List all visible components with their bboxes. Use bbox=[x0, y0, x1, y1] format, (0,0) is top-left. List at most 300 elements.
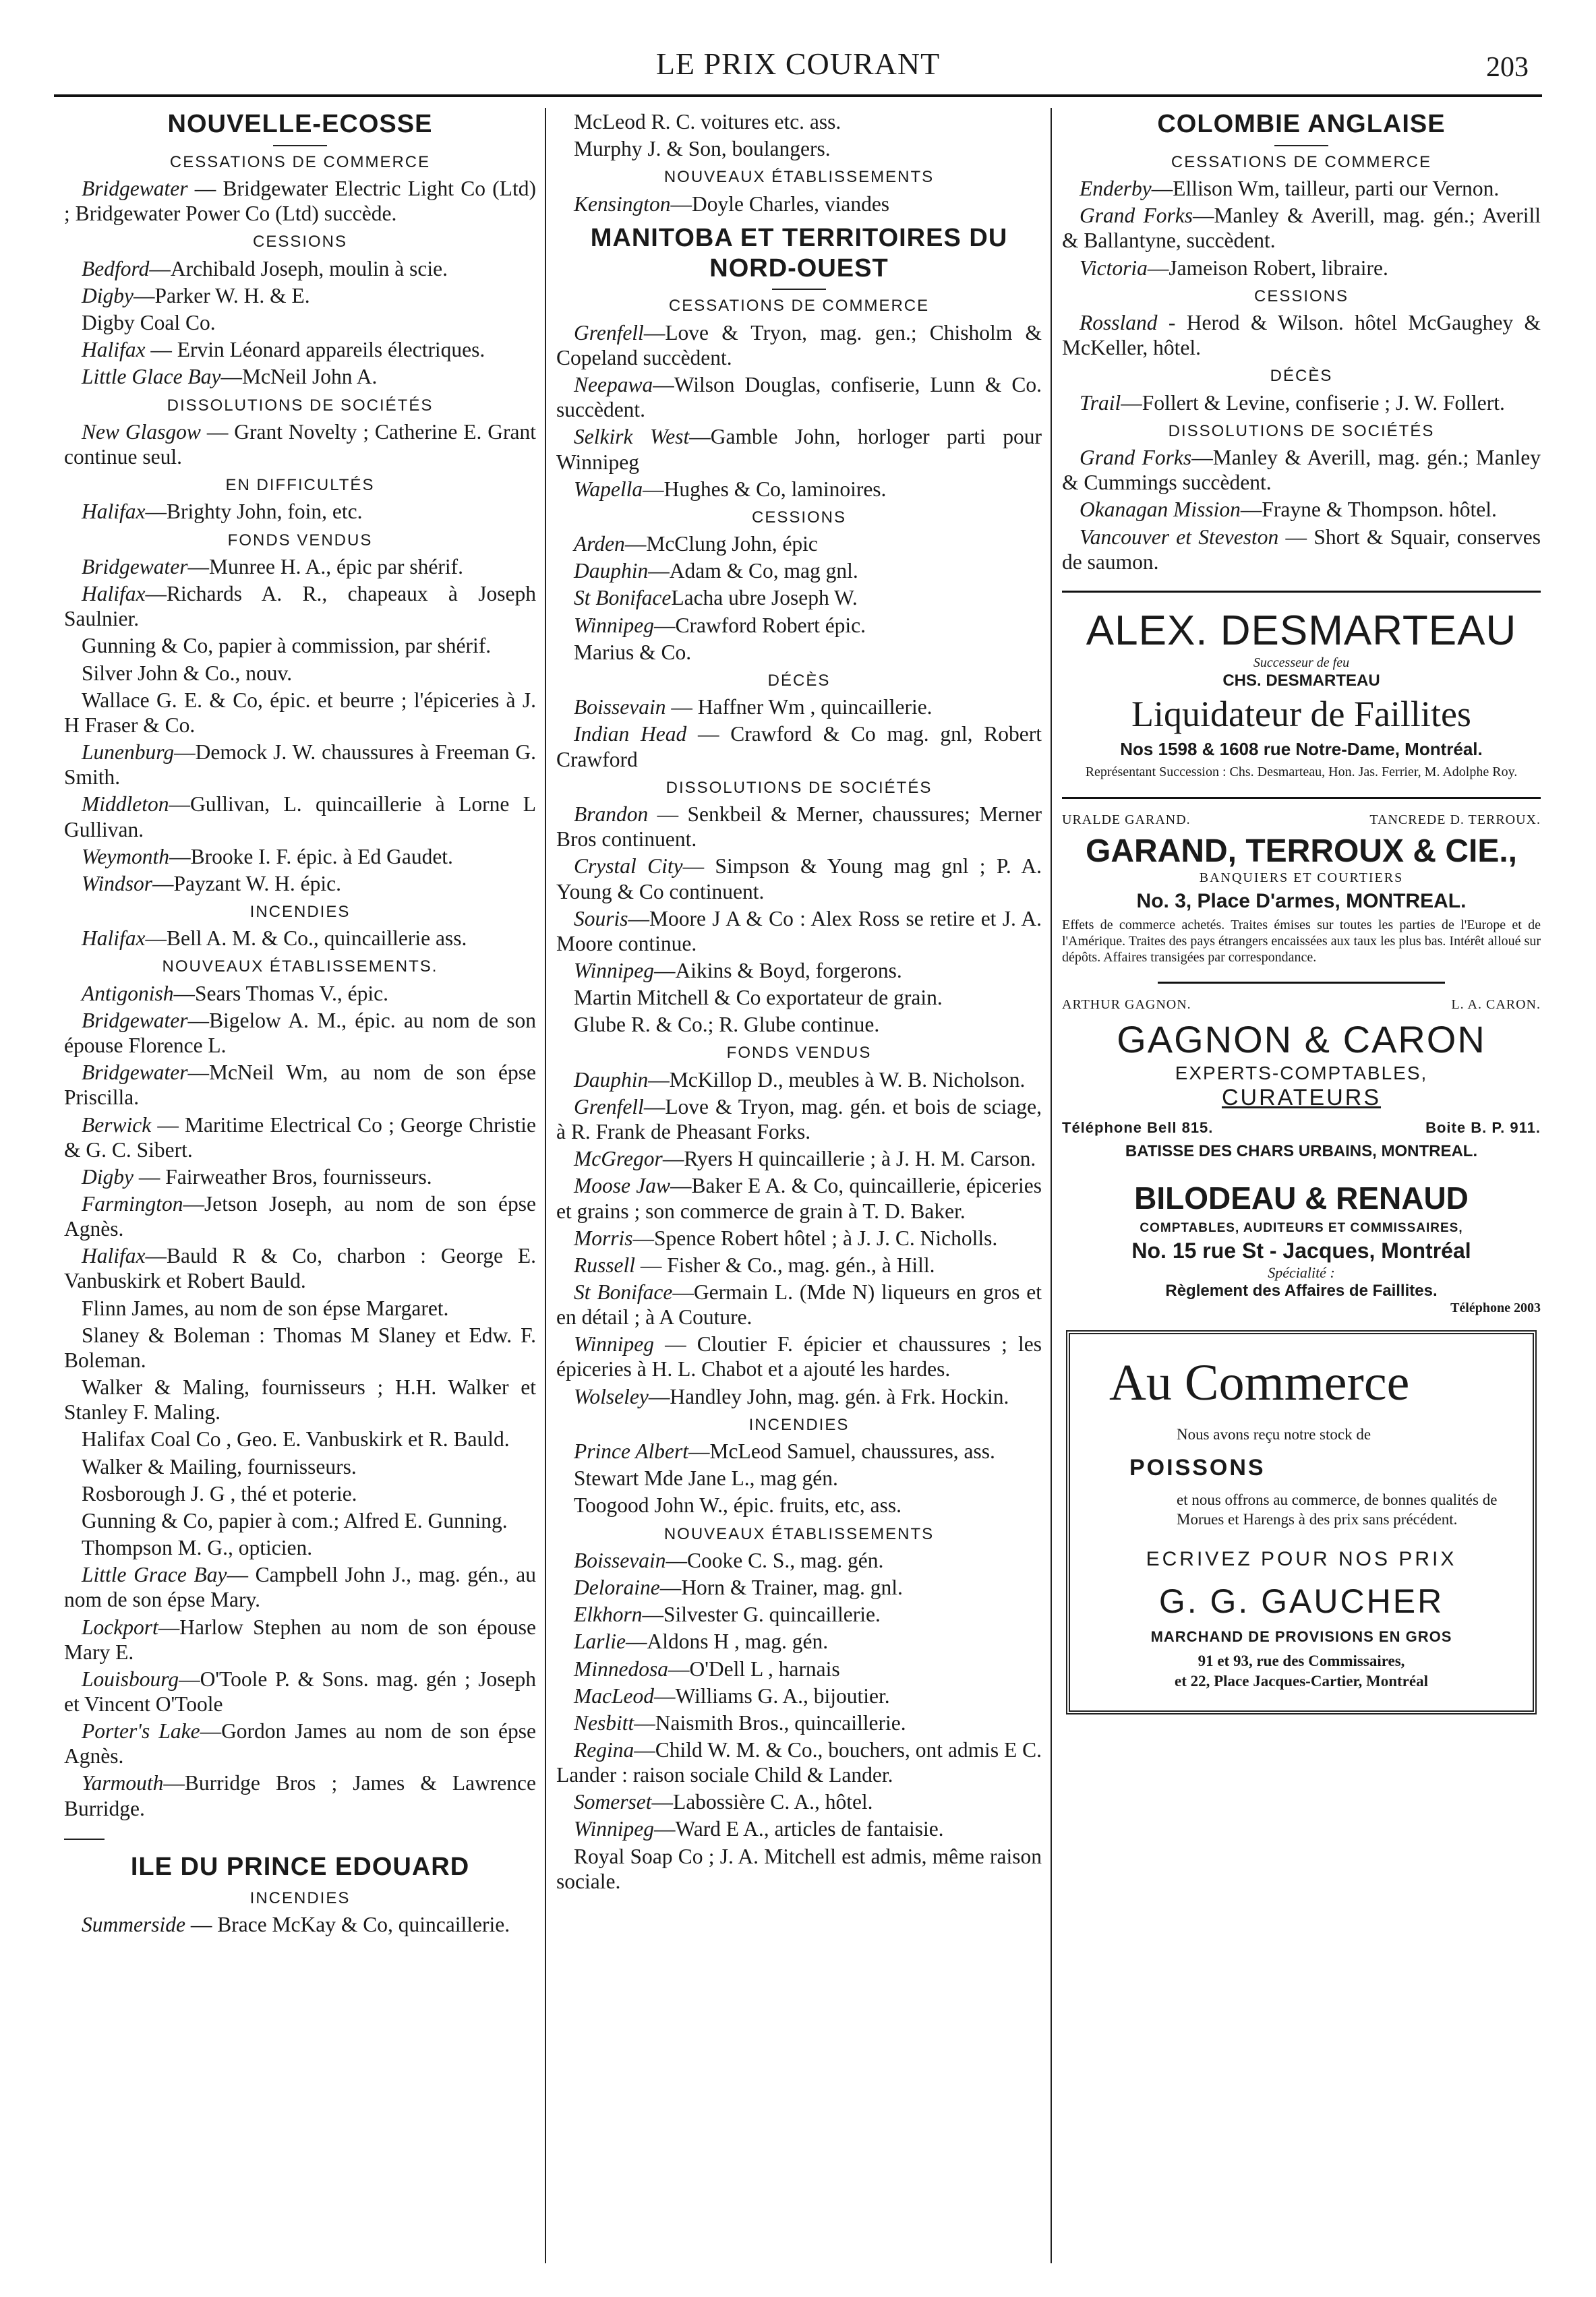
ad-line: CHS. DESMARTEAU bbox=[1222, 671, 1380, 690]
entry-place: Enderby bbox=[1080, 177, 1152, 201]
entry-place: Bedford bbox=[82, 256, 150, 280]
section-heading: CESSIONS bbox=[751, 508, 847, 527]
entry-text: —Richards A. R., chapeaux à Joseph Saulnier. bbox=[64, 582, 536, 631]
listing-entry bbox=[64, 364, 536, 389]
entry-place: MacLeod bbox=[574, 1683, 654, 1708]
entry-text: McLeod R. C. voitures etc. ass. bbox=[574, 110, 841, 133]
listing-entry bbox=[556, 906, 1042, 956]
entry-text: Walker & Mailing, fournisseurs. bbox=[82, 1454, 357, 1479]
ad-name: BILODEAU & RENAUD bbox=[1134, 1181, 1469, 1216]
ad-divider bbox=[1062, 591, 1541, 593]
entry-text: —Bell A. M. & Co., quincaillerie ass. bbox=[145, 926, 467, 951]
listing-entry bbox=[556, 1094, 1042, 1144]
entry-place: Halifax bbox=[82, 1244, 146, 1268]
entry-place: Wapella bbox=[574, 477, 643, 501]
listing-entry bbox=[1062, 525, 1541, 574]
listing-entry bbox=[64, 419, 536, 469]
entry-place: Winnipeg bbox=[574, 1332, 654, 1356]
ad-partner: TANCREDE D. TERROUX. bbox=[1369, 812, 1541, 827]
entry-text: —Follert & Levine, confiserie ; J. W. Follert. bbox=[1121, 390, 1505, 415]
entry-text: Murphy J. & Son, boulangers. bbox=[574, 137, 831, 161]
entry-text: —Williams G. A., bijoutier. bbox=[653, 1683, 890, 1708]
page-number: 203 bbox=[1486, 52, 1529, 83]
entry-place: Prince Albert bbox=[574, 1439, 689, 1464]
entry-text: —Love & Tryon, mag. gen.; Chisholm & Copeland succèdent. bbox=[556, 320, 1042, 369]
ad-text: Effets de commerce achetés. Traites émises sur toutes les parties de l'Europe et de l'Amérique. Traites des pays étrangers encaissées aux taux les plus bas. Intérêt alloué sur dépôts. Affaires transigées par correspondance. bbox=[1062, 918, 1541, 965]
entry-text: — Bridgewater Electric Light Co (Ltd) ; Bridgewater Power Co (Ltd) succède. bbox=[64, 177, 536, 226]
entry-text: — Fisher & Co., mag. gén., à Hill. bbox=[635, 1253, 935, 1277]
entry-place: Grenfell bbox=[574, 320, 644, 345]
ad-name: GAGNON & CARON bbox=[1117, 1017, 1486, 1061]
listing-entry bbox=[64, 981, 536, 1006]
listing-entry bbox=[64, 688, 536, 738]
entry-place: Brandon bbox=[574, 802, 649, 827]
entry-text: —Hughes & Co, laminoires. bbox=[643, 477, 887, 501]
entry-place: Porter's Lake bbox=[82, 1719, 200, 1743]
entry-text: Royal Soap Co ; J. A. Mitchell est admis, même raison sociale. bbox=[556, 1844, 1042, 1893]
ad-line: Successeur de feu bbox=[1253, 655, 1350, 671]
entry-place: Morris bbox=[574, 1226, 633, 1250]
entry-text: — Cloutier F. épicier et chaussures ; les épiceries à H. L. Chabot et a ajouté les hardes. bbox=[556, 1332, 1042, 1381]
entry-text: Digby Coal Co. bbox=[82, 311, 216, 335]
entry-text: —Germain L. (Mde N) liqueurs en gros et en détail ; à A Couture. bbox=[556, 1280, 1042, 1330]
section-heading: EN DIFFICULTÉS bbox=[225, 476, 375, 495]
entry-text: Thompson M. G., opticien. bbox=[82, 1536, 313, 1560]
entry-place: Deloraine bbox=[574, 1576, 660, 1600]
entry-place: Crystal City bbox=[574, 854, 683, 878]
entry-text: —Harlow Stephen au nom de son épouse Mary E. bbox=[64, 1615, 536, 1664]
entry-place: Halifax bbox=[82, 582, 146, 606]
listing-entry bbox=[1062, 445, 1541, 495]
entry-place: Nesbitt bbox=[574, 1710, 634, 1735]
listing-entry bbox=[556, 320, 1042, 370]
entry-place: Little Glace Bay bbox=[82, 365, 221, 389]
entry-place: Vancouver et Steveston bbox=[1080, 525, 1279, 549]
entry-place: Elkhorn bbox=[574, 1603, 643, 1627]
page-header bbox=[54, 34, 1542, 81]
entry-text: —Gordon James au nom de son épse Agnès. bbox=[64, 1719, 536, 1768]
listing-entry bbox=[64, 633, 536, 658]
listing-entry bbox=[64, 1323, 536, 1373]
entry-text: —Munree H. A., épic par shérif. bbox=[187, 554, 464, 578]
listing-entry bbox=[556, 1657, 1042, 1681]
entry-place: Winnipeg bbox=[574, 958, 654, 982]
column-divider bbox=[1051, 108, 1052, 2263]
listing-entry bbox=[556, 1548, 1042, 1573]
listing-entry bbox=[64, 871, 536, 896]
listing-entry bbox=[1062, 176, 1541, 201]
listing-entry bbox=[64, 1060, 536, 1110]
section-heading: FONDS VENDUS bbox=[227, 531, 373, 549]
entry-place: Okanagan Mission bbox=[1080, 498, 1241, 522]
section-heading: DÉCÈS bbox=[1270, 367, 1333, 386]
listing-entry bbox=[64, 1454, 536, 1479]
entry-text: — Campbell John J., mag. gén., au nom de son épse Mary. bbox=[64, 1563, 536, 1612]
ad-partners bbox=[1062, 997, 1541, 1013]
region-heading: NOUVELLE-ECOSSE bbox=[167, 110, 433, 138]
entry-place: St Boniface bbox=[574, 1280, 673, 1304]
ad-line: COMPTABLES, AUDITEURS ET COMMISSAIRES, bbox=[1140, 1220, 1463, 1235]
entry-text: Gunning & Co, papier à commission, par shérif. bbox=[82, 634, 492, 658]
ad-telephone: Téléphone 2003 bbox=[1450, 1300, 1541, 1315]
entry-text: — Brace McKay & Co, quincaillerie. bbox=[185, 1912, 510, 1936]
entry-place: Bridgewater bbox=[82, 177, 188, 201]
entry-text: —Ward E A., articles de fantaisie. bbox=[654, 1817, 944, 1841]
entry-place: Dauphin bbox=[574, 559, 649, 583]
entry-text: Walker & Maling, fournisseurs ; H.H. Walker et Stanley F. Maling. bbox=[64, 1375, 536, 1425]
listing-entry bbox=[64, 1008, 536, 1058]
entry-text: Flinn James, au nom de son épse Margaret. bbox=[82, 1296, 449, 1320]
listing-entry bbox=[556, 1493, 1042, 1518]
listing-entry bbox=[64, 1375, 536, 1425]
section-heading: DISSOLUTIONS DE SOCIÉTÉS bbox=[666, 778, 933, 797]
entry-text: —Ellison Wm, tailleur, parti our Vernon. bbox=[1151, 177, 1500, 201]
entry-place: Somerset bbox=[574, 1790, 652, 1814]
listing-entry bbox=[556, 1012, 1042, 1037]
listing-entry bbox=[556, 721, 1042, 771]
entry-text: — Crawford & Co mag. gnl, Robert Crawford bbox=[556, 722, 1042, 771]
entry-place: Kensington bbox=[574, 191, 671, 216]
entry-place: Digby bbox=[82, 1164, 134, 1189]
listing-entry bbox=[556, 191, 1042, 216]
entry-place: Lockport bbox=[82, 1615, 158, 1639]
entry-text: —Payzant W. H. épic. bbox=[152, 871, 341, 895]
entry-place: Moose Jaw bbox=[574, 1174, 671, 1198]
header-rule bbox=[54, 94, 1542, 97]
entry-place: Victoria bbox=[1080, 256, 1148, 280]
entry-text: —O'Toole P. & Sons. mag. gén ; Joseph et Vincent O'Toole bbox=[64, 1667, 536, 1716]
listing-entry bbox=[64, 1535, 536, 1560]
listing-entry bbox=[64, 256, 536, 281]
entry-text: Rosborough J. G , thé et poterie. bbox=[82, 1481, 357, 1505]
entry-text: —Archibald Joseph, moulin à scie. bbox=[149, 256, 448, 280]
short-rule bbox=[1274, 145, 1328, 146]
entry-text: —Sears Thomas V., épic. bbox=[173, 981, 388, 1005]
entry-text: - Herod & Wilson. hôtel McGaughey & McKeller, hôtel. bbox=[1062, 311, 1541, 360]
listing-entry bbox=[1062, 203, 1541, 253]
entry-text: — Senkbeil & Merner, chaussures; Merner Bros continuent. bbox=[556, 802, 1042, 852]
entry-place: Regina bbox=[574, 1737, 634, 1762]
listing-entry bbox=[64, 792, 536, 841]
entry-place: Rossland bbox=[1080, 311, 1158, 335]
listing-entry bbox=[1062, 390, 1541, 415]
entry-text: — Fairweather Bros, fournisseurs. bbox=[133, 1164, 432, 1189]
region-heading: MANITOBA ET TERRITOIRES DU NORD-OUEST bbox=[590, 223, 1008, 282]
ad-contacts bbox=[1062, 1119, 1541, 1137]
entry-place: Windsor bbox=[82, 871, 153, 895]
ad-desmarteau bbox=[1062, 606, 1541, 781]
entry-text: Slaney & Boleman : Thomas M Slaney et Edw. F. Boleman. bbox=[64, 1323, 536, 1372]
listing-entry bbox=[556, 1816, 1042, 1841]
ad-garand bbox=[1062, 812, 1541, 965]
spacer bbox=[1062, 1161, 1541, 1180]
ad-line: Règlement des Affaires de Faillites. bbox=[1165, 1281, 1438, 1300]
listing-entry bbox=[64, 283, 536, 308]
ad-gagnon bbox=[1062, 997, 1541, 1161]
ad-partner: URALDE GARAND. bbox=[1062, 812, 1191, 827]
entry-text: —Spence Robert hôtel ; à J. J. C. Nicholls. bbox=[632, 1226, 998, 1250]
short-rule bbox=[772, 289, 826, 290]
listing-entry bbox=[556, 1439, 1042, 1464]
entry-place: Arden bbox=[574, 532, 625, 556]
entry-place: Neepawa bbox=[574, 373, 653, 397]
listing-entry bbox=[64, 176, 536, 226]
entry-place: Farmington bbox=[82, 1192, 183, 1216]
entry-text: —Horn & Trainer, mag. gnl. bbox=[659, 1576, 903, 1600]
ad-partner: L. A. CARON. bbox=[1451, 997, 1541, 1013]
entry-text: —Silvester G. quincaillerie. bbox=[642, 1603, 881, 1627]
listing-entry bbox=[556, 802, 1042, 852]
entry-place: Souris bbox=[574, 906, 628, 930]
listing-entry bbox=[556, 694, 1042, 719]
listing-entry bbox=[556, 1173, 1042, 1223]
listing-entry bbox=[64, 581, 536, 631]
section-group bbox=[64, 153, 536, 1821]
entry-text: Lacha ubre Joseph W. bbox=[671, 586, 858, 610]
entry-text: —O'Dell L , harnais bbox=[668, 1657, 840, 1681]
listing-entry bbox=[64, 1562, 536, 1612]
entry-place: Summerside bbox=[82, 1912, 185, 1936]
entry-text: Wallace G. E. & Co, épic. et beurre ; l'épiceries à J. H Fraser & Co. bbox=[64, 688, 536, 737]
ad-partner: ARTHUR GAGNON. bbox=[1062, 997, 1191, 1013]
listing-entry bbox=[556, 1146, 1042, 1171]
entry-place: Minnedosa bbox=[574, 1657, 668, 1681]
entry-text: Toogood John W., épic. fruits, etc, ass. bbox=[574, 1493, 902, 1518]
listing-entry bbox=[556, 1575, 1042, 1600]
entry-place: Trail bbox=[1080, 390, 1121, 415]
entry-text: Gunning & Co, papier à com.; Alfred E. Gunning. bbox=[82, 1508, 508, 1532]
listing-entry bbox=[556, 372, 1042, 422]
entry-place: Yarmouth bbox=[82, 1771, 164, 1795]
ad-address: et 22, Place Jacques-Cartier, Montréal bbox=[1175, 1672, 1428, 1690]
ad-highlight: POISSONS bbox=[1129, 1454, 1266, 1481]
entry-text: —McClung John, épic bbox=[624, 532, 818, 556]
ad-name: GARAND, TERROUX & CIE., bbox=[1085, 833, 1518, 869]
listing-entry bbox=[64, 844, 536, 869]
entry-place: Little Grace Bay bbox=[82, 1563, 227, 1587]
listing-entry bbox=[556, 1067, 1042, 1092]
entry-text: —Ryers H quincaillerie ; à J. H. M. Carson. bbox=[662, 1147, 1036, 1171]
ad-name: G. G. GAUCHER bbox=[1158, 1582, 1444, 1620]
ad-line: EXPERTS-COMPTABLES, bbox=[1175, 1062, 1428, 1083]
ad-note: Représentant Succession : Chs. Desmarteau, Hon. Jas. Ferrier, M. Adolphe Roy. bbox=[1085, 765, 1518, 780]
entry-text: —Manley & Averill, mag. gén.; Manley & Cummings succèdent. bbox=[1062, 446, 1541, 495]
listing-entry bbox=[556, 1384, 1042, 1409]
section-divider bbox=[64, 1839, 105, 1840]
listing-entry bbox=[556, 585, 1042, 610]
listing-entry bbox=[64, 1719, 536, 1768]
entry-text: —McNeil Wm, au nom de son épse Priscilla. bbox=[64, 1061, 536, 1110]
entry-text: —Gullivan, L. quincaillerie à Lorne L Gullivan. bbox=[64, 792, 536, 841]
page-title: LE PRIX COURANT bbox=[655, 47, 941, 81]
entry-place: Boissevain bbox=[574, 1548, 666, 1572]
listing-entry bbox=[64, 740, 536, 789]
listing-entry bbox=[64, 1770, 536, 1820]
listing-entry bbox=[556, 136, 1042, 161]
entry-text: —Jameison Robert, libraire. bbox=[1147, 256, 1388, 280]
entry-place: Antigonish bbox=[82, 981, 174, 1005]
entry-text: — Ervin Léonard appareils électriques. bbox=[145, 338, 485, 362]
entry-text: —McNeil John A. bbox=[220, 365, 378, 389]
listing-entry bbox=[556, 1844, 1042, 1894]
section-group bbox=[556, 168, 1042, 216]
listing-entry bbox=[556, 477, 1042, 502]
entry-text: —Brooke I. F. épic. à Ed Gaudet. bbox=[169, 844, 453, 868]
entry-text: —Aldons H , mag. gén. bbox=[626, 1630, 829, 1654]
ad-call-to-action: ECRIVEZ POUR NOS PRIX bbox=[1146, 1547, 1457, 1570]
entry-text: Martin Mitchell & Co exportateur de grain. bbox=[574, 986, 943, 1010]
ad-telephone: Téléphone Bell 815. bbox=[1062, 1119, 1214, 1137]
section-heading: NOUVEAUX ÉTABLISSEMENTS bbox=[663, 1524, 935, 1543]
listing-entry bbox=[556, 1737, 1042, 1787]
ad-partners bbox=[1062, 812, 1541, 829]
listing-entry bbox=[64, 1481, 536, 1506]
entry-text: —Moore J A & Co : Alex Ross se retire et J. A. Moore continue. bbox=[556, 906, 1042, 955]
section-heading: NOUVEAUX ÉTABLISSEMENTS. bbox=[162, 957, 438, 976]
entry-text: —Baker E A. & Co, quincaillerie, épiceries et grains ; son commerce de grain à T. D. Baker. bbox=[556, 1174, 1042, 1223]
listing-entry bbox=[556, 1789, 1042, 1814]
listing-entry bbox=[64, 554, 536, 579]
entry-text: Marius & Co. bbox=[574, 640, 692, 664]
listing-entry bbox=[64, 310, 536, 335]
listing-entry bbox=[64, 1912, 536, 1937]
entry-place: Grenfell bbox=[574, 1094, 644, 1118]
entry-place: Grand Forks bbox=[1080, 446, 1192, 470]
entry-place: St Boniface bbox=[574, 586, 672, 610]
listing-entry bbox=[556, 1629, 1042, 1654]
ad-title: Au Commerce bbox=[1109, 1354, 1410, 1411]
entry-text: —Crawford Robert épic. bbox=[654, 613, 866, 637]
ad-line: BANQUIERS ET COURTIERS bbox=[1199, 870, 1404, 886]
listing-entry bbox=[64, 926, 536, 951]
region-heading: ILE DU PRINCE EDOUARD bbox=[130, 1852, 470, 1881]
entry-place: Bridgewater bbox=[82, 1008, 188, 1032]
entry-text: —Burridge Bros ; James & Lawrence Burridge. bbox=[64, 1771, 536, 1820]
listing-entry bbox=[64, 1191, 536, 1241]
ad-divider bbox=[1158, 982, 1445, 984]
listing-entry bbox=[64, 1296, 536, 1321]
ad-line: MARCHAND DE PROVISIONS EN GROS bbox=[1150, 1628, 1452, 1645]
column-3 bbox=[1062, 109, 1541, 2270]
listing-entry bbox=[556, 1683, 1042, 1708]
ad-au-commerce bbox=[1066, 1330, 1537, 1714]
ad-address: No. 3, Place D'armes, MONTREAL. bbox=[1136, 889, 1467, 912]
section-heading: CESSIONS bbox=[1253, 287, 1349, 305]
listing-entry bbox=[556, 640, 1042, 665]
entry-place: Bridgewater bbox=[82, 554, 188, 578]
short-rule bbox=[273, 145, 327, 146]
listing-entry bbox=[64, 337, 536, 362]
region-heading: COLOMBIE ANGLAISE bbox=[1157, 110, 1446, 138]
section-heading: FONDS VENDUS bbox=[726, 1044, 872, 1063]
ad-title: Liquidateur de Faillites bbox=[1131, 694, 1471, 735]
entry-text: —Labossière C. A., hôtel. bbox=[651, 1790, 873, 1814]
listing-entry bbox=[556, 1332, 1042, 1381]
section-heading: CESSATIONS DE COMMERCE bbox=[1171, 152, 1432, 171]
entry-place: Louisbourg bbox=[82, 1667, 179, 1691]
entry-place: New Glasgow bbox=[82, 419, 201, 444]
listing-entry bbox=[64, 1112, 536, 1162]
entry-place: Lunenburg bbox=[82, 740, 175, 765]
listing-entry bbox=[556, 1602, 1042, 1627]
entry-text: — Haffner Wm , quincaillerie. bbox=[666, 695, 933, 719]
listing-entry bbox=[556, 424, 1042, 474]
ad-bilodeau bbox=[1062, 1180, 1541, 1316]
entry-text: — Grant Novelty ; Catherine E. Grant continue seul. bbox=[64, 419, 536, 469]
section-heading: INCENDIES bbox=[249, 1888, 351, 1907]
entry-place: Halifax bbox=[82, 926, 146, 951]
entry-text: Stewart Mde Jane L., mag gén. bbox=[574, 1466, 838, 1491]
entry-text: —McKillop D., meubles à W. B. Nicholson. bbox=[648, 1067, 1026, 1092]
listing-entry bbox=[556, 985, 1042, 1010]
section-heading: NOUVEAUX ÉTABLISSEMENTS bbox=[663, 168, 935, 187]
listing-entry bbox=[64, 499, 536, 524]
entry-place: Russell bbox=[574, 1253, 635, 1277]
column-divider bbox=[545, 108, 546, 2263]
entry-place: Digby bbox=[82, 283, 134, 307]
ad-address: No. 15 rue St - Jacques, Montréal bbox=[1131, 1238, 1471, 1263]
section-heading: CESSATIONS DE COMMERCE bbox=[668, 297, 930, 316]
entry-text: Silver John & Co., nouv. bbox=[82, 661, 293, 685]
entry-text: —Doyle Charles, viandes bbox=[670, 191, 890, 216]
listing-entry bbox=[556, 531, 1042, 556]
entry-text: Glube R. & Co.; R. Glube continue. bbox=[574, 1013, 880, 1037]
section-heading: DISSOLUTIONS DE SOCIÉTÉS bbox=[167, 396, 434, 415]
entry-text: —Naismith Bros., quincaillerie. bbox=[634, 1710, 906, 1735]
ad-line: Spécialité : bbox=[1268, 1263, 1335, 1281]
listing-entry bbox=[556, 1253, 1042, 1278]
listing-entry bbox=[64, 1164, 536, 1189]
entry-text: Halifax Coal Co , Geo. E. Vanbuskirk et R. Bauld. bbox=[82, 1427, 510, 1452]
entry-text: — Short & Squair, conserves de saumon. bbox=[1062, 525, 1541, 574]
section-group bbox=[1062, 153, 1541, 574]
entry-text: —Wilson Douglas, confiserie, Lunn & Co. succèdent. bbox=[556, 373, 1042, 422]
entry-place: Wolseley bbox=[574, 1384, 649, 1408]
entry-text: — Maritime Electrical Co ; George Christie & G. C. Sibert. bbox=[64, 1112, 536, 1162]
section-heading: CESSATIONS DE COMMERCE bbox=[169, 152, 431, 171]
ad-line: CURATEURS bbox=[1221, 1084, 1382, 1110]
listing-entry bbox=[64, 1508, 536, 1533]
listing-entry bbox=[556, 109, 1042, 134]
listing-entry bbox=[556, 854, 1042, 903]
listing-entry bbox=[556, 1280, 1042, 1330]
entry-text: —Frayne & Thompson. hôtel. bbox=[1240, 498, 1497, 522]
entry-place: Grand Forks bbox=[1080, 204, 1193, 228]
entry-place: Middleton bbox=[82, 792, 169, 816]
entry-text: —Adam & Co, mag gnl. bbox=[648, 559, 858, 583]
entry-place: McGregor bbox=[574, 1147, 663, 1171]
ad-text: et nous offrons au commerce, de bonnes qualités de Morues et Harengs à des prix sans précédent. bbox=[1177, 1491, 1498, 1528]
listing-entry bbox=[556, 1226, 1042, 1251]
entry-place: Winnipeg bbox=[574, 1817, 654, 1841]
column-2 bbox=[556, 109, 1042, 2270]
entry-place: Dauphin bbox=[574, 1067, 649, 1092]
entry-text: —Aikins & Boyd, forgerons. bbox=[654, 958, 902, 982]
entry-text: —Manley & Averill, mag. gén.; Averill & Ballantyne, succèdent. bbox=[1062, 204, 1541, 253]
listing-entry bbox=[64, 1615, 536, 1665]
listing-entry bbox=[64, 1667, 536, 1717]
section-heading: DISSOLUTIONS DE SOCIÉTÉS bbox=[1168, 421, 1435, 440]
section-heading: INCENDIES bbox=[748, 1415, 850, 1434]
section-heading: DÉCÈS bbox=[767, 671, 831, 690]
ad-divider bbox=[1062, 797, 1541, 799]
entry-text: —Parker W. H. & E. bbox=[133, 283, 310, 307]
ad-text: Nous avons reçu notre stock de bbox=[1177, 1426, 1371, 1443]
listing-entry bbox=[556, 1710, 1042, 1735]
ad-line: BATISSE DES CHARS URBAINS, MONTREAL. bbox=[1125, 1141, 1478, 1160]
entry-text: —Gamble John, horloger parti pour Winnipeg bbox=[556, 425, 1042, 474]
entry-text: —Demock J. W. chaussures à Freeman G. Smith. bbox=[64, 740, 536, 789]
